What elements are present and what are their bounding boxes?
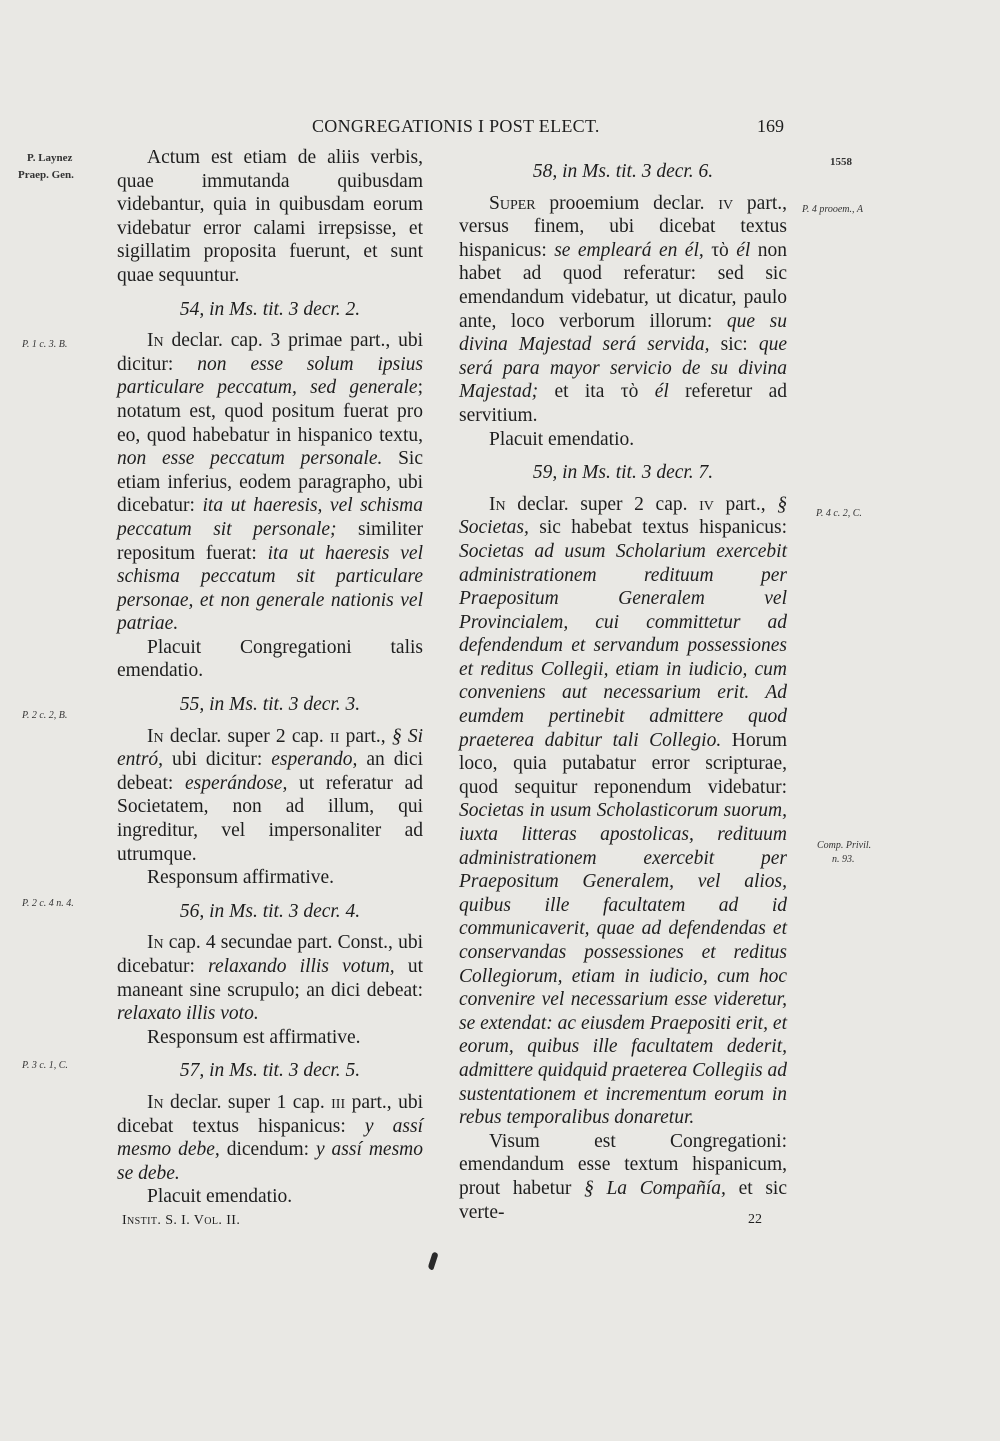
margin-note: P. 4 prooem., A (802, 204, 863, 215)
margin-note: P. 4 c. 2, C. (816, 508, 862, 519)
margin-note: Comp. Privil. (817, 840, 872, 851)
margin-author-title: Praep. Gen. (18, 169, 74, 181)
ink-blot (427, 1252, 438, 1271)
paragraph: In declar. super 2 cap. iv part., § Societas, sic habebat textus hispanicus: Societas ad usum Scholarium exercebit administrationem redituum per Praepositum Generalem vel Provincialem, cui committetur ad defendendum et servandum possessiones et reditus Collegii, etiam in iudicio, cum conveniens aut necessarium erit. Ad eumdem pertinebit admittere quod praeterea dabitur tali Collegio. Horum loco, quia putabatur error scripturae, quod sequitur reponendum videbatur: Societas in usum Scholasticorum suorum, iuxta litteras apostolicas, redituum administrationem exercebit per Praepositum Generalem, vel alios, quibus ille facultatem ad id communicaverit, quae ad defendendas et conservandas possessiones et reditus Collegiorum, etiam in iudicio, cum hoc convenire vel necessarium esse videretur, se extendat: ac eiusdem Praepositi erit, et eorum, quibus ille facultatem dederit, admittere quidquid praeterea Collegiis ad sustentationem et incrementum eorum in rebus temporalibus donaretur. (459, 493, 787, 1129)
section-heading: 58, in Ms. tit. 3 decr. 6. (532, 161, 714, 182)
paragraph: Responsum est affirmative. (147, 1026, 361, 1048)
section-heading: 59, in Ms. tit. 3 decr. 7. (532, 462, 714, 484)
right-column (459, 160, 787, 1224)
margin-note: n. 93. (832, 854, 855, 865)
signature-number: 22 (748, 1212, 762, 1227)
margin-note: P. 1 c. 3. B. (22, 339, 68, 350)
margin-author: P. Laynez (27, 152, 73, 164)
section-heading: 55, in Ms. tit. 3 decr. 3. (179, 694, 361, 716)
paragraph: In cap. 4 secundae part. Const., ubi dicebatur: relaxando illis votum, ut maneant sine scrupulo; an dici debeat: relaxato illis voto. (117, 932, 424, 1025)
intro-paragraph: Actum est etiam de aliis verbis, quae immutanda quibusdam videbantur, quia in quibusdam eorum videbatur error calami irrepsisse, et sigillatim proposita fuerunt, et sunt quae sequuntur. (117, 147, 423, 286)
paragraph: Super prooemium declar. iv part., versus finem, ubi dicebat textus hispanicus: se empleará en él, τὸ él non habet ad quod referatur: sed sic emendandum videbatur, ut dicatur, paulo ante, loco verborum illorum: que su divina Majestad será servida, sic: que será para mayor servicio de su divina Majestad; et ita τὸ él referetur ad servitium. (459, 192, 788, 426)
section-heading: 54, in Ms. tit. 3 decr. 2. (179, 298, 361, 320)
margin-note: P. 3 c. 1, C. (22, 1060, 68, 1071)
left-column (117, 146, 423, 1209)
page-number: 169 (757, 116, 784, 136)
section-heading: 56, in Ms. tit. 3 decr. 4. (179, 900, 361, 922)
section-heading: 57, in Ms. tit. 3 decr. 5. (179, 1060, 361, 1082)
paragraph: Visum est Congregationi: emendandum esse textum hispanicum, prout habetur § La Compañía, et sic verte- (459, 1130, 787, 1223)
paragraph: In declar. super 2 cap. ii part., § Si entró, ubi dicitur: esperando, an dici debeat: esperándose, ut referatur ad Societatem, non ad illum, qui ingreditur, vel impersonaliter ad utrumque. (117, 725, 423, 865)
paragraph: In declar. cap. 3 primae part., ubi dicitur: non esse solum ipsius particulare peccatum, sed generale; notatum est, quod positum fuerat pro eo, quod habebatur in hispanico textu, non esse peccatum personale. Sic etiam inferius, eodem paragrapho, ubi dicebatur: ita ut haeresis, vel schisma peccatum sit personale; similiter repositum fuerat: ita ut haeresis vel schisma peccatum sit particulare personae, et non generale nationis vel patriae. (117, 330, 424, 635)
margin-note: P. 2 c. 2, B. (22, 710, 68, 721)
margin-note: P. 2 c. 4 n. 4. (22, 898, 74, 909)
margin-year: 1558 (830, 156, 852, 168)
paragraph: Responsum affirmative. (147, 867, 335, 889)
paragraph: Placuit emendatio. (147, 1186, 293, 1208)
paragraph: Placuit Congregationi talis emendatio. (117, 636, 423, 682)
running-title: CONGREGATIONIS I POST ELECT. (312, 116, 600, 136)
paragraph: In declar. super 1 cap. iii part., ubi dicebat textus hispanicus: y assí mesmo debe, dicendum: y assí mesmo se debe. (117, 1091, 423, 1184)
paragraph: Placuit emendatio. (489, 428, 635, 450)
signature-mark: Instit. S. I. Vol. II. (122, 1213, 241, 1228)
